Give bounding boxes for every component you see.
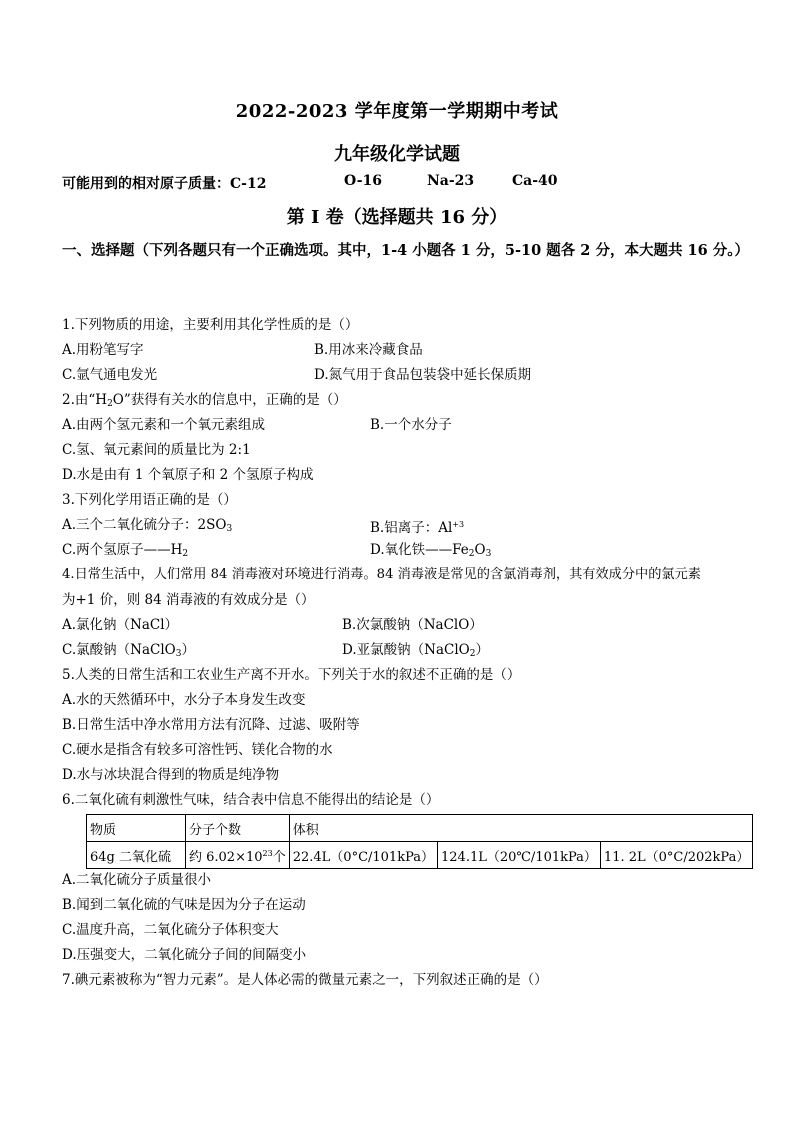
table-cell-count: 约 $6.02\times 10^{23}$个 <box>186 842 290 869</box>
q6-option-b: B.闻到二氧化硫的气味是因为分子在运动 <box>62 897 306 913</box>
exam-subtitle: 九年级化学试题 <box>334 144 460 165</box>
q5-option-a: A.水的天然循环中，水分子本身发生改变 <box>62 692 306 708</box>
q2-option-b: B.一个水分子 <box>370 417 452 433</box>
atomic-mass-o: O-16 <box>344 173 383 189</box>
q1-option-d: D.氮气用于食品包装袋中延长保质期 <box>314 367 532 383</box>
q5-option-c: C.硬水是指含有较多可溶性钙、镁化合物的水 <box>62 742 333 758</box>
q5-option-b: B.日常生活中净水常用方法有沉降、过滤、吸附等 <box>62 717 360 733</box>
table-cell-substance: 64g 二氧化硫 <box>87 842 186 869</box>
q5-option-d: D.水与冰块混合得到的物质是纯净物 <box>62 767 280 783</box>
atomic-mass-label: 可能用到的相对原子质量：C-12 <box>62 176 267 192</box>
q1-option-a: A.用粉笔写字 <box>62 342 144 358</box>
atomic-masses <box>62 173 742 193</box>
q6-stem: 6.二氧化硫有刺激性气味，结合表中信息不能得出的结论是（） <box>62 792 440 808</box>
q2-option-a: A.由两个氢元素和一个氧元素组成 <box>62 417 266 433</box>
q4-option-d: D.亚氯酸钠（NaClO$_2$） <box>342 642 489 659</box>
q7-stem: 7.碘元素被称为“智力元素”。是人体必需的微量元素之一，下列叙述正确的是（） <box>62 972 548 988</box>
q6-option-d: D.压强变大，二氧化硫分子间的间隔变小 <box>62 947 307 963</box>
atomic-mass-na: Na-23 <box>427 173 475 189</box>
q6-table <box>86 814 753 869</box>
q4-stem-line1: 4.日常生活中，人们常用 84 消毒液对环境进行消毒。84 消毒液是常见的含氯消毒剂，其有效成分中的氯元素 <box>62 567 701 582</box>
atomic-mass-ca: Ca-40 <box>512 173 558 189</box>
table-header-volume: 体积 <box>289 815 753 842</box>
q3-option-d: D.氧化铁$——Fe_2O_3$ <box>370 542 492 559</box>
q3-option-c: C.两个氢原子$——H_2$ <box>62 542 189 559</box>
q2-option-c: C.氢、氧元素间的质量比为 2:1 <box>62 442 251 458</box>
q2-option-d: D.水是由有 1 个氧原子和 2 个氢原子构成 <box>62 467 314 483</box>
table-cell-volume-1: 22.4L（0°C/101kPa） <box>289 842 437 869</box>
q3-option-b: B.铝离子：$Al^{+3}$ <box>370 520 465 536</box>
q3-option-a: A.三个二氧化硫分子：$2SO_3$ <box>62 517 233 534</box>
q1-option-c: C.氩气通电发光 <box>62 367 158 383</box>
q4-stem-line2: 为+1 价，则 84 消毒液的有效成分是（） <box>62 592 315 608</box>
q1-option-b: B.用冰来冷藏食品 <box>314 342 423 358</box>
table-cell-volume-3: 11. 2L（0°C/202kPa） <box>600 842 752 869</box>
q1-stem: 1.下列物质的用途，主要利用其化学性质的是（） <box>62 317 359 333</box>
table-header-count: 分子个数 <box>186 815 290 842</box>
q2-stem: 2.由“$H_2O$”获得有关水的信息中，正确的是（） <box>62 392 347 409</box>
table-row <box>87 842 753 869</box>
q3-stem: 3.下列化学用语正确的是（） <box>62 492 237 508</box>
q6-option-a: A.二氧化硫分子质量很小 <box>62 872 212 888</box>
table-cell-volume-2: 124.1L（20℃/101kPa） <box>438 842 601 869</box>
section-title: 第 I 卷（选择题共 16 分） <box>286 207 508 228</box>
q4-option-c: C.氯酸钠（NaClO$_3$） <box>62 642 195 659</box>
exam-title: 2022-2023 学年度第一学期期中考试 <box>235 101 559 122</box>
section-instruction: 一、选择题（下列各题只有一个正确选项。其中，1-4 小题各 1 分，5-10 题各 2 分，本大题共 16 分。） <box>62 242 749 259</box>
table-header-substance: 物质 <box>87 815 186 842</box>
q6-option-c: C.温度升高，二氧化硫分子体积变大 <box>62 922 279 938</box>
q4-option-b: B.次氯酸钠（NaClO） <box>342 617 483 633</box>
q4-option-a: A.氯化钠（NaCl） <box>62 617 179 633</box>
table-row <box>87 815 753 842</box>
q5-stem: 5.人类的日常生活和工农业生产离不开水。下列关于水的叙述不正确的是（） <box>62 667 521 683</box>
